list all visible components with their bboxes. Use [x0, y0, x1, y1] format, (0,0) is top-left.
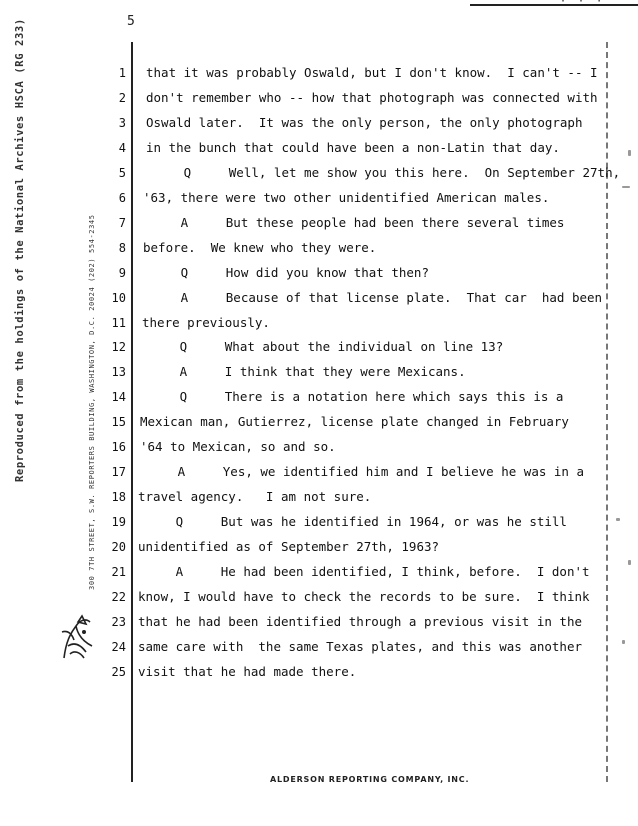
- line-text: unidentified as of September 27th, 1963?: [138, 539, 440, 555]
- transcript-line: [0, 335, 638, 359]
- top-edge-line: [470, 4, 638, 6]
- line-text: A I think that they were Mexicans.: [142, 364, 466, 380]
- transcript-line: [0, 610, 638, 634]
- line-number: 11: [111, 315, 126, 330]
- transcript-line: [0, 236, 638, 260]
- transcript-line: [0, 560, 638, 584]
- line-number: 4: [118, 140, 126, 155]
- line-text: A But these people had been there several times: [143, 214, 565, 230]
- line-text: that it was probably Oswald, but I don't know. I can't -- I: [146, 65, 598, 80]
- line-number: 2: [118, 90, 126, 105]
- line-text: Q There is a notation here which says this is a: [142, 389, 564, 405]
- transcript-line: [0, 360, 638, 384]
- transcript-line: [0, 585, 638, 609]
- line-number: 10: [111, 290, 126, 305]
- line-text: A He had been identified, I think, before. I don't: [138, 564, 590, 579]
- line-text: Q Well, let me show you this here. On September 27th,: [146, 164, 621, 180]
- line-text: A Because of that license plate. That car had been: [143, 289, 603, 305]
- line-number: 15: [111, 415, 126, 430]
- line-number: 7: [118, 215, 126, 230]
- transcript-line: [0, 510, 638, 534]
- line-text: know, I would have to check the records to be sure. I think: [138, 588, 590, 604]
- line-number: 21: [111, 565, 126, 579]
- line-number: 16: [111, 440, 126, 455]
- scan-speck: [616, 518, 620, 521]
- line-text: Oswald later. It was the only person, the only photograph: [146, 114, 583, 130]
- line-number: 6: [118, 190, 126, 205]
- transcript-line: [0, 660, 638, 684]
- transcript-line: [0, 311, 638, 335]
- line-text: travel agency. I am not sure.: [138, 489, 372, 505]
- transcript-line: [0, 286, 638, 310]
- line-text: '64 to Mexican, so and so.: [140, 439, 336, 455]
- line-number: 25: [111, 664, 126, 679]
- transcript-line: [0, 460, 638, 484]
- transcript-line: [0, 635, 638, 659]
- line-number: 3: [118, 115, 126, 130]
- transcript-line: [0, 261, 638, 285]
- line-text: Q How did you know that then?: [143, 264, 429, 280]
- line-text: before. We knew who they were.: [143, 239, 377, 255]
- transcript-line: [0, 435, 638, 459]
- line-number: 8: [118, 240, 126, 255]
- transcript-line: [0, 186, 638, 210]
- transcript-line: [0, 161, 638, 185]
- line-text: A Yes, we identified him and I believe he was in a: [140, 464, 585, 480]
- line-text: don't remember who -- how that photograph was connected with: [146, 89, 598, 105]
- line-text: Q What about the individual on line 13?: [142, 339, 504, 355]
- line-number: 18: [111, 490, 126, 505]
- reporting-company-footer: ALDERSON REPORTING COMPANY, INC.: [270, 775, 470, 784]
- line-text: Mexican man, Gutierrez, license plate changed in February: [140, 414, 569, 430]
- line-number: 9: [118, 265, 126, 280]
- top-edge-marks: · · ·: [560, 0, 606, 7]
- line-number: 5: [118, 165, 126, 180]
- transcript-line: [0, 211, 638, 235]
- line-number: 1: [118, 66, 126, 80]
- line-number: 13: [111, 365, 126, 380]
- line-number: 17: [111, 465, 126, 480]
- scan-speck: [622, 640, 625, 644]
- line-number: 12: [111, 340, 126, 355]
- transcript-line: [0, 410, 638, 434]
- line-number: 24: [111, 639, 126, 654]
- scan-speck: [628, 150, 631, 156]
- archives-margin-note: Reproduced from the holdings of the National Archives HSCA (RG 233): [14, 18, 26, 482]
- transcript-line: [0, 136, 638, 160]
- scan-speck: [628, 560, 631, 565]
- transcript-line: [0, 485, 638, 509]
- line-text: Q But was he identified in 1964, or was he still: [138, 514, 567, 530]
- line-text: '63, there were two other unidentified American males.: [143, 189, 550, 205]
- page-number: 5: [127, 14, 135, 29]
- line-text: that he had been identified through a previous visit in the: [138, 613, 583, 629]
- line-text: visit that he had made there.: [138, 663, 357, 679]
- line-text: in the bunch that could have been a non-Latin that day.: [146, 139, 560, 155]
- line-number: 22: [111, 589, 126, 604]
- line-number: 14: [111, 390, 126, 405]
- line-text: same care with the same Texas plates, and this was another: [138, 638, 583, 654]
- reporter-address: 300 7TH STREET, S.W. REPORTERS BUILDING, WASHINGTON, D.C. 20024 (202) 554-2345: [88, 214, 96, 590]
- line-number: 23: [111, 614, 126, 629]
- line-text: there previously.: [142, 314, 270, 330]
- line-number: 20: [111, 540, 126, 555]
- transcript-line: [0, 385, 638, 409]
- transcript-line: [0, 111, 638, 135]
- transcript-line: [0, 86, 638, 110]
- line-number: 19: [111, 515, 126, 530]
- scan-speck: [622, 186, 630, 188]
- transcript-line: [0, 535, 638, 559]
- transcript-line: [0, 61, 638, 85]
